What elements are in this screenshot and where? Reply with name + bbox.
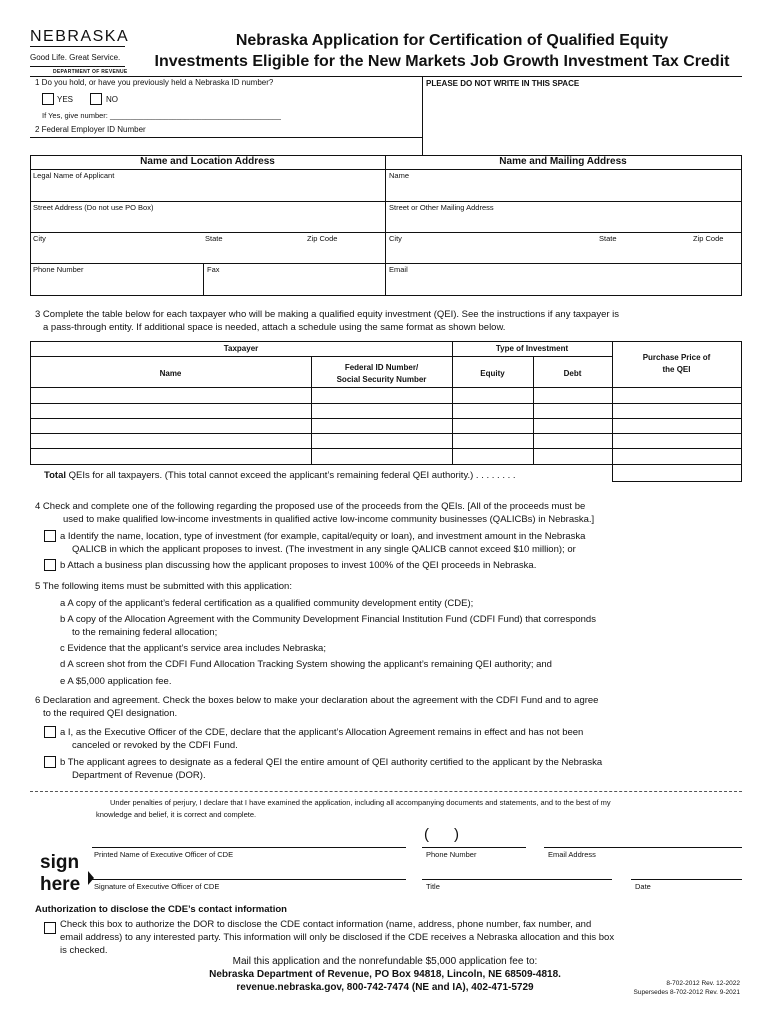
option-6b-line-2: Department of Revenue (DOR). [72,770,206,781]
option-6a [60,726,750,752]
question-4-line-1: 4 Check and complete one of the following regarding the proposed use of the proceeds from the QEIs. [All of the proceeds must be [35,501,586,512]
total-qei-field[interactable] [613,465,740,480]
mailing-street-field[interactable]: Street or Other Mailing Address [389,203,494,212]
item-5a: a A copy of the applicant’s federal certification as a qualified community development entity (CDE); [60,598,474,609]
rule [30,356,612,357]
rule [30,201,742,202]
sign-label: sign [40,852,80,873]
date-label: Date [635,882,651,891]
item-5c: c Evidence that the applicant’s service area includes Nebraska; [60,643,326,654]
perjury-line-1: Under penalties of perjury, I declare that I have examined the application, including all accompanying documents and statements, and to the best of my [110,798,611,807]
name-header: Name [159,369,182,378]
federal-id-label-2: Social Security Number [336,375,427,384]
logo-rule-2 [30,66,125,67]
yes-label: YES [57,95,74,104]
item-5b-line-2: to the remaining federal allocation; [72,627,218,638]
option-6a-line-2: canceled or revoked by the CDFI Fund. [72,740,238,751]
question-3-line-1: 3 Complete the table below for each taxpayer who will be making a qualified equity investment (QEI). See the instructions if any taxpayer is [35,309,620,320]
question-6 [35,694,745,720]
purchase-price-label: Purchase Price of [642,353,711,362]
form-title [127,30,757,72]
mailing-state-field[interactable]: State [599,234,617,243]
mailing-name-field[interactable]: Name [389,171,410,180]
rule [385,155,386,295]
question-1: 1 Do you hold, or have you previously held a Nebraska ID number? [35,78,274,87]
reserved-space-label: PLEASE DO NOT WRITE IN THIS SPACE [426,79,580,88]
rule [30,155,31,295]
federal-id-header [311,362,452,386]
authorization-text [60,918,750,957]
question-3-line-2: a pass-through entity. If additional space is needed, attach a schedule using the same format as shown below. [43,322,506,333]
rule [422,76,423,155]
total-description: QEIs for all taxpayers. (This total cannot exceed the applicant’s remaining federal QEI authority.) . . . . . . . . [66,470,516,481]
total-qei-row [44,469,516,482]
phone-line[interactable] [422,847,526,848]
title-line[interactable] [422,879,612,880]
authorization-line-1: Check this box to authorize the DOR to disclose the CDE contact information (name, address, phone number, fax number, and [60,919,592,930]
logo-rule [30,46,125,47]
option-6a-checkbox[interactable] [44,726,56,738]
phone-area-code-parens: ( ) [424,826,459,843]
rule [30,137,422,138]
table-row[interactable] [30,418,742,419]
question-5: 5 The following items must be submitted with this application: [35,581,292,592]
perjury-statement [96,797,736,821]
mailing-address-line: Nebraska Department of Revenue, PO Box 94818, Lincoln, NE 68509-4818. [209,969,561,980]
item-5b-line-1: b A copy of the Allocation Agreement with the Community Development Financial Institution Fund (CDFI Fund) that corresponds [60,614,596,625]
email-field[interactable]: Email [389,265,408,274]
item-5d: d A screen shot from the CDFI Fund Allocation Tracking System showing the applicant’s remaining QEI authority; and [60,659,552,670]
option-4a-line-1: a Identify the name, location, type of investment (for example, capital/equity or loan), and investment amount in the Nebraska [60,531,586,542]
option-4a-line-2: QALICB in which the applicant proposes to invest. (The investment in any single QALICB cannot exceed $10 million); or [72,544,576,555]
perjury-rule [30,791,742,792]
rule [612,481,742,482]
street-address-field[interactable]: Street Address (Do not use PO Box) [33,203,154,212]
contact-line: revenue.nebraska.gov, 800-742-7474 (NE and IA), 402-471-5729 [236,982,534,993]
title-label: Title [426,882,440,891]
revision-info [590,979,740,997]
no-label: NO [106,95,118,104]
mailing-zip-field[interactable]: Zip Code [693,234,724,243]
title-line-2: Investments Eligible for the New Markets Job Growth Investment Tax Credit [154,53,730,70]
state-field[interactable]: State [205,234,223,243]
rule [30,263,742,264]
authorization-line-3: is checked. [60,945,108,956]
option-6b-checkbox[interactable] [44,756,56,768]
email-address-label: Email Address [548,850,596,859]
rule [30,232,742,233]
table-row[interactable] [30,448,742,449]
investment-type-header: Type of Investment [495,344,569,353]
rule [741,464,742,481]
revision-number: 8-702-2012 Rev. 12-2022 [666,980,740,987]
option-6a-line-1: a I, as the Executive Officer of the CDE, declare that the applicant’s Allocation Agreement remains in effect and has not been [60,727,584,738]
option-4b-checkbox[interactable] [44,559,56,571]
authorization-line-2: email address) to any interested party. This information will only be disclosed if the CDE receives a Nebraska allocation and this box [60,932,615,943]
debt-header: Debt [563,369,582,378]
total-label: Total [44,470,66,481]
rule [30,341,742,342]
rule [30,76,742,77]
city-field[interactable]: City [33,234,46,243]
no-checkbox[interactable] [90,93,102,105]
equity-header: Equity [480,369,505,378]
mail-line: Mail this application and the nonrefundable $5,000 application fee to: [232,956,538,967]
question-6-line-1: 6 Declaration and agreement. Check the boxes below to make your declaration about the agreement with the CDFI Fund and to agree [35,695,599,706]
question-4-line-2: used to make qualified low-income investments in qualified active low-income community businesses (QALICBs) in Nebraska.] [63,514,595,525]
item-5b [60,613,750,639]
federal-id-label: Federal ID Number/ [344,363,419,372]
table-row[interactable] [30,433,742,434]
question-3 [35,308,745,334]
phone-field[interactable]: Phone Number [33,265,84,274]
signature-label: Signature of Executive Officer of CDE [94,882,220,891]
mailing-instructions [150,955,620,994]
mailing-address-header: Name and Mailing Address [499,156,627,167]
id-number-field[interactable]: If Yes, give number: _________________________________________ [42,111,281,120]
legal-name-field[interactable]: Legal Name of Applicant [33,171,115,180]
purchase-price-label-2: the QEI [662,365,691,374]
question-4 [35,500,745,526]
question-2: 2 Federal Employer ID Number [35,125,146,134]
purchase-price-header [612,352,741,376]
option-4b: b Attach a business plan discussing how the applicant proposes to invest 100% of the QEI proceeds in Nebraska. [60,560,537,571]
email-line[interactable] [544,847,742,848]
signature-line[interactable] [92,879,406,880]
logo-department: DEPARTMENT OF REVENUE [53,69,128,75]
fax-field[interactable]: Fax [207,265,220,274]
logo-wordmark: NEBRASKA [30,28,130,45]
rule [203,263,204,295]
here-label: here [40,874,81,895]
title-line-1: Nebraska Application for Certification of Qualified Equity [235,32,669,49]
perjury-line-2: knowledge and belief, it is correct and complete. [96,810,257,819]
rule [30,295,742,296]
zip-field[interactable]: Zip Code [307,234,338,243]
location-address-header: Name and Location Address [140,156,275,167]
option-4a [60,530,750,556]
yes-checkbox[interactable] [42,93,54,105]
authorization-checkbox[interactable] [44,922,56,934]
mailing-city-field[interactable]: City [389,234,402,243]
option-4a-checkbox[interactable] [44,530,56,542]
authorization-heading: Authorization to disclose the CDE’s contact information [35,904,287,915]
question-6-line-2: to the required QEI designation. [43,708,178,719]
taxpayer-header: Taxpayer [223,344,259,353]
phone-number-label: Phone Number [426,850,477,859]
printed-name-label: Printed Name of Executive Officer of CDE [94,850,234,859]
printed-name-line[interactable] [92,847,406,848]
item-5e: e A $5,000 application fee. [60,676,172,687]
table-row[interactable] [30,387,742,388]
date-line[interactable] [631,879,742,880]
option-6b-line-1: b The applicant agrees to designate as a federal QEI the entire amount of QEI authority certified to the applicant by the Nebraska [60,757,603,768]
option-6b [60,756,750,782]
table-row[interactable] [30,403,742,404]
rule [741,155,742,295]
rule [30,169,742,170]
logo-tagline: Good Life. Great Service. [30,53,121,62]
supersedes-note: Supersedes 8-702-2012 Rev. 9-2021 [633,989,740,996]
